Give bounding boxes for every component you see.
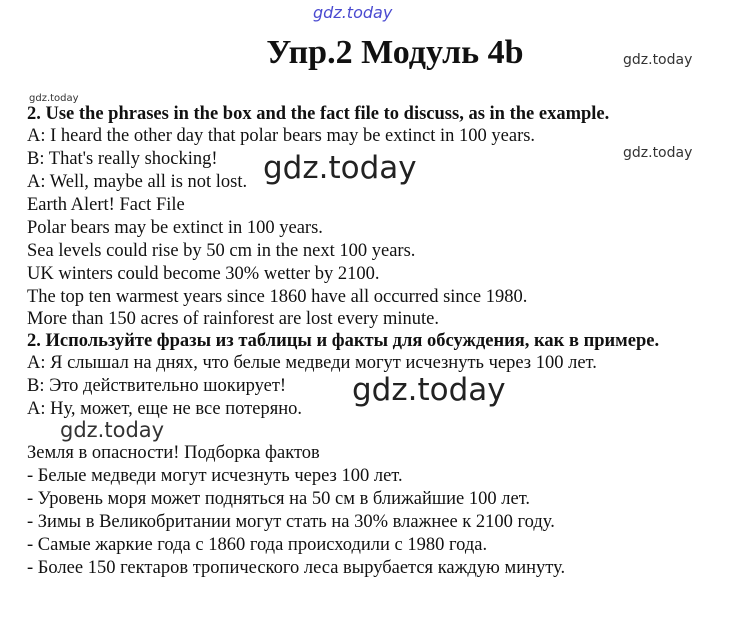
russian-dialogue-line: A: Ну, может, еще не все потеряно. xyxy=(27,399,302,419)
english-fact: Polar bears may be extinct in 100 years. xyxy=(27,218,323,238)
russian-dialogue-line: A: Я слышал на днях, что белые медведи могут исчезнуть через 100 лет. xyxy=(27,353,597,373)
russian-fact: - Белые медведи могут исчезнуть через 100 лет. xyxy=(27,466,403,486)
watermark-center-upper: gdz.today xyxy=(263,150,417,186)
watermark-right-upper: gdz.today xyxy=(623,52,693,68)
watermark-top: gdz.today xyxy=(313,3,393,22)
english-fact: Sea levels could rise by 50 cm in the next 100 years. xyxy=(27,241,416,261)
english-dialogue-line: A: Well, maybe all is not lost. xyxy=(27,172,248,192)
english-fact-file-title: Earth Alert! Fact File xyxy=(27,195,185,215)
russian-task: 2. Используйте фразы из таблицы и факты для обсуждения, как в примере. xyxy=(27,331,660,351)
russian-fact: - Зимы в Великобритании могут стать на 30% влажнее к 2100 году. xyxy=(27,512,555,532)
english-fact: The top ten warmest years since 1860 have all occurred since 1980. xyxy=(27,287,528,307)
watermark-center-lower: gdz.today xyxy=(352,372,506,408)
english-fact: More than 150 acres of rainforest are lost every minute. xyxy=(27,309,439,329)
english-dialogue-line: A: I heard the other day that polar bears may be extinct in 100 years. xyxy=(27,126,536,146)
english-task: 2. Use the phrases in the box and the fact file to discuss, as in the example. xyxy=(27,104,610,124)
page-title: Упр.2 Модуль 4b xyxy=(266,34,524,71)
watermark-left-tiny: gdz.today xyxy=(29,93,79,104)
watermark-left-lower: gdz.today xyxy=(60,418,165,442)
watermark-right-lower: gdz.today xyxy=(623,145,693,161)
english-fact: UK winters could become 30% wetter by 2100. xyxy=(27,264,380,284)
russian-fact-file-title: Земля в опасности! Подборка фактов xyxy=(27,443,320,463)
russian-dialogue-line: B: Это действительно шокирует! xyxy=(27,376,287,396)
english-dialogue-line: B: That's really shocking! xyxy=(27,149,218,169)
russian-fact: - Уровень моря может подняться на 50 см в ближайшие 100 лет. xyxy=(27,489,531,509)
russian-fact: - Более 150 гектаров тропического леса вырубается каждую минуту. xyxy=(27,558,566,578)
russian-fact: - Самые жаркие года с 1860 года происходили с 1980 года. xyxy=(27,535,488,555)
